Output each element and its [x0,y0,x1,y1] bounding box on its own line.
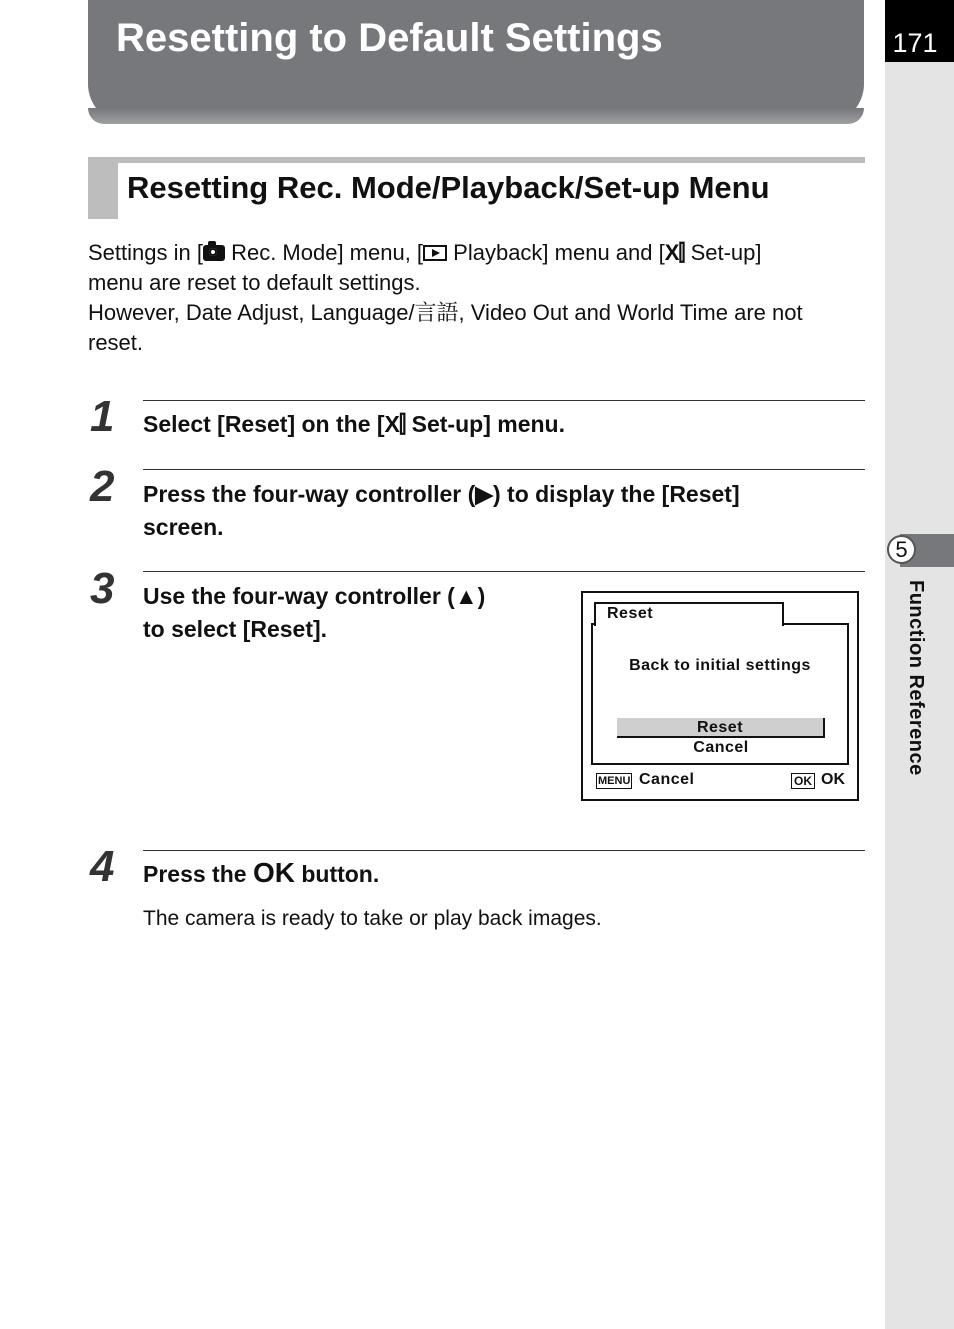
step-divider [143,469,865,470]
chapter-number: 5 [887,535,916,564]
intro-line-2: menu are reset to default settings. [88,270,421,295]
screen-tab-title: Reset [607,605,654,622]
page-number: 171 [892,28,938,58]
step-divider [143,571,865,572]
step-text: Set-up] menu. [405,411,565,437]
section-marker [88,157,118,219]
setup-icon: X⫿ [664,240,685,265]
step-divider [143,850,865,851]
intro-text: Settings in [ [88,240,203,265]
intro-line-3: However, Date Adjust, Language/言語, Video Out and World Time are not [88,300,803,325]
ok-button-glyph: OK [252,857,295,888]
menu-cancel-label: Cancel [639,771,695,788]
playback-icon [423,245,447,261]
step-1-text [143,408,565,441]
page-title: Resetting to Default Settings [116,16,663,60]
step-number: 1 [90,392,115,441]
step-4-note: The camera is ready to take or play back images. [143,907,602,930]
step-text: Press the [143,861,253,887]
step-text: button. [294,861,380,887]
step-2-text [143,478,740,544]
step-text-line: screen. [143,514,224,540]
step-text: Select [Reset] on the [ [143,411,385,437]
menu-key-icon: MENU [598,775,631,787]
step-text-line: Use the four-way controller (▲) [143,583,486,609]
step-number: 3 [90,564,115,613]
intro-text: Playback] menu and [ [447,240,665,265]
intro-text: Set-up] [684,240,762,265]
section-title: Resetting Rec. Mode/Playback/Set-up Menu [127,170,770,205]
step-divider [143,400,865,401]
step-number: 4 [90,842,115,891]
intro-text: Rec. Mode] menu, [ [224,240,424,265]
step-number: 2 [90,462,115,511]
ok-key-icon: OK [791,773,815,789]
step-text-line: Press the four-way controller (▶) to display the [Reset] [143,481,740,507]
intro-paragraph [88,238,868,358]
intro-line-4: reset. [88,330,144,355]
ok-label: OK [821,771,845,788]
screen-message: Back to initial settings [629,657,811,674]
chapter-label: Function Reference [905,580,927,776]
setup-icon: X⫿ [384,411,406,437]
option-cancel[interactable]: Cancel [693,739,749,756]
camera-icon [203,245,225,261]
intro-line-1 [88,238,868,268]
section-rule [88,157,865,163]
option-reset[interactable]: Reset [617,718,825,738]
step-3-text [143,580,485,646]
step-text-line: to select [Reset]. [143,616,328,642]
step-4-text [143,856,379,891]
camera-reset-screen [581,591,859,801]
